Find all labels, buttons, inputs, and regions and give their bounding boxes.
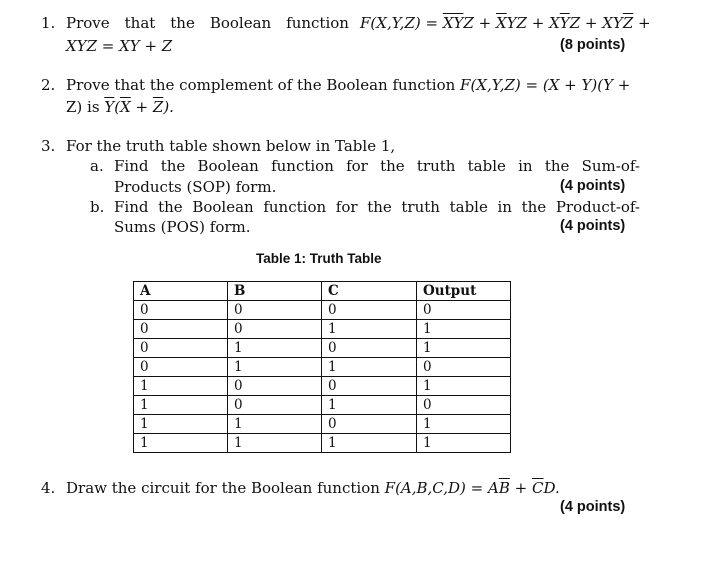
table-cell: 0 xyxy=(322,339,417,358)
table-header-row xyxy=(134,282,511,301)
truth-table xyxy=(133,281,511,453)
q1-word: Boolean xyxy=(209,14,272,32)
table-cell: 1 xyxy=(228,339,322,358)
q4-points: (4 points) xyxy=(560,499,626,515)
q1-points: (8 points) xyxy=(560,37,626,53)
header-cell: Output xyxy=(417,282,511,301)
q2-line2: Z) is $\overline{Y}(\overline{X} + \overline{Z})$. xyxy=(66,98,174,116)
table-cell: 1 xyxy=(322,358,417,377)
table-cell: 1 xyxy=(134,396,228,415)
table-row xyxy=(134,320,511,339)
table-cell: 1 xyxy=(134,434,228,453)
table-cell: 1 xyxy=(134,415,228,434)
table-cell: 0 xyxy=(228,377,322,396)
q3b-line2: Sums (POS) form. xyxy=(114,218,251,236)
table-row xyxy=(134,358,511,377)
q1-word: Prove xyxy=(66,14,110,32)
table-row xyxy=(134,377,511,396)
q3-number: 3. xyxy=(41,137,56,155)
table-cell: 0 xyxy=(322,377,417,396)
q4-number: 4. xyxy=(41,479,56,497)
table-cell: 1 xyxy=(322,434,417,453)
q1-word: the xyxy=(170,14,195,32)
q3-text: For the truth table shown below in Table 1, xyxy=(66,137,396,155)
q2-line1: Prove that the complement of the Boolean function F(X,Y,Z) = (X + Y)(Y + xyxy=(66,76,631,94)
table-cell: 1 xyxy=(228,434,322,453)
table-cell: 0 xyxy=(228,396,322,415)
table-cell: 0 xyxy=(134,301,228,320)
table-cell: 0 xyxy=(228,320,322,339)
table-cell: 0 xyxy=(134,320,228,339)
table-cell: 1 xyxy=(417,377,511,396)
q1-equation: $F(X,Y,Z) = \overline{XY}Z + \overline{X}YZ + X\overline{Y}Z + XY\overline{Z}$ + xyxy=(360,14,651,32)
table-cell: 0 xyxy=(322,301,417,320)
q1-number: 1. xyxy=(41,14,56,32)
table-cell: 0 xyxy=(134,339,228,358)
table-row xyxy=(134,415,511,434)
q1-line1 xyxy=(66,14,349,32)
q2-number: 2. xyxy=(41,76,56,94)
q3a-points: (4 points) xyxy=(560,178,626,194)
table-cell: 1 xyxy=(322,396,417,415)
table-row xyxy=(134,434,511,453)
table-row xyxy=(134,301,511,320)
header-cell: A xyxy=(134,282,228,301)
table-cell: 1 xyxy=(228,358,322,377)
q3b-line1: Find the Boolean function for the truth table in the Product-of- xyxy=(114,198,640,216)
table-cell: 1 xyxy=(322,320,417,339)
table-caption: Table 1: Truth Table xyxy=(256,251,382,266)
table-cell: 1 xyxy=(417,320,511,339)
q3a-line1: Find the Boolean function for the truth table in the Sum-of- xyxy=(114,157,640,175)
table-cell: 1 xyxy=(417,339,511,358)
q3a-line2: Products (SOP) form. xyxy=(114,178,277,196)
header-cell: C xyxy=(322,282,417,301)
q3a-label: a. xyxy=(90,157,104,175)
q4-line1: Draw the circuit for the Boolean function $F(A,B,C,D) = A\overline{B} + \overline{C}D$. xyxy=(66,479,560,497)
table-cell: 0 xyxy=(228,301,322,320)
table-cell: 1 xyxy=(228,415,322,434)
table-cell: 0 xyxy=(322,415,417,434)
table-cell: 0 xyxy=(417,358,511,377)
header-cell: B xyxy=(228,282,322,301)
table-row xyxy=(134,339,511,358)
table-row xyxy=(134,396,511,415)
q1-equation-line2: XYZ = XY + Z xyxy=(66,37,173,55)
table-cell: 1 xyxy=(417,434,511,453)
table-cell: 0 xyxy=(417,301,511,320)
q3b-points: (4 points) xyxy=(560,218,626,234)
table-cell: 1 xyxy=(134,377,228,396)
table-cell: 1 xyxy=(417,415,511,434)
table-cell: 0 xyxy=(417,396,511,415)
q1-word: function xyxy=(286,14,349,32)
table-cell: 0 xyxy=(134,358,228,377)
q1-word: that xyxy=(124,14,156,32)
q3b-label: b. xyxy=(90,198,105,216)
